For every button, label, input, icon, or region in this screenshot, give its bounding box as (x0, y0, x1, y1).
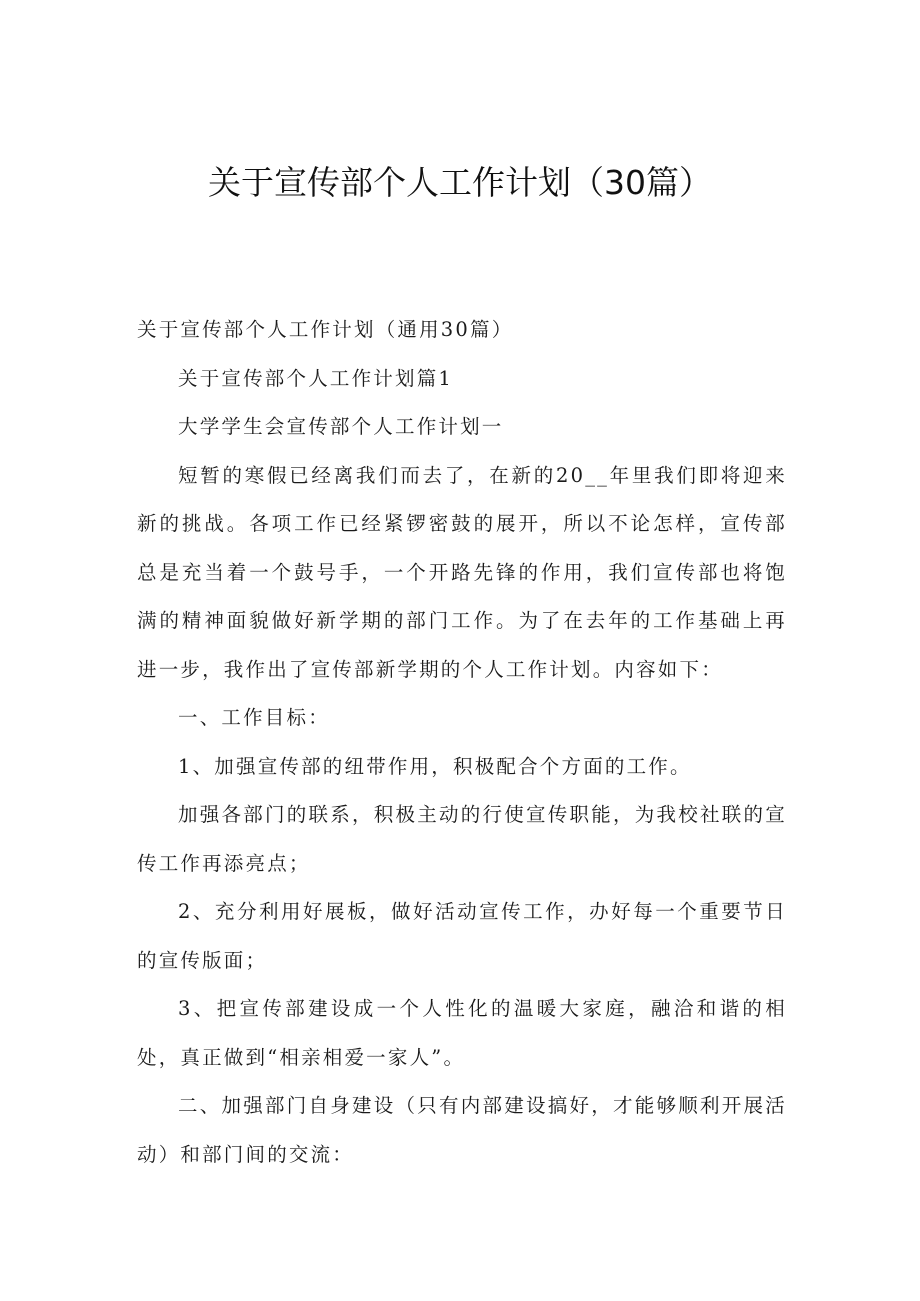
paragraph: 关于宣传部个人工作计划（通用30篇） (137, 318, 514, 341)
document-body (137, 306, 787, 1179)
paragraph: 关于宣传部个人工作计划篇1 (178, 366, 454, 390)
paragraph: 大学学生会宣传部个人工作计划一 (178, 415, 504, 438)
paragraph: 加强各部门的联系，积极主动的行使宣传职能，为我校社联的宣传工作再添亮点； (137, 803, 787, 875)
paragraph: 1、加强宣传部的纽带作用，积极配合个方面的工作。 (178, 754, 692, 778)
document-title: 关于宣传部个人工作计划（30篇） (208, 163, 712, 202)
paragraph: 3、把宣传部建设成一个人性化的温暖大家庭，融洽和谐的相处，真正做到“相亲相爱一家人”。 (137, 997, 787, 1069)
paragraph: 二、加强部门自身建设（只有内部建设搞好，才能够顺利开展活动）和部门间的交流： (137, 1094, 787, 1166)
paragraph: 2、充分利用好展板，做好活动宣传工作，办好每一个重要节日的宣传版面； (137, 900, 787, 972)
paragraph: 一、工作目标： (178, 706, 330, 729)
paragraph: 短暂的寒假已经离我们而去了，在新的20__年里我们即将迎来新的挑战。各项工作已经紧锣密鼓的展开，所以不论怎样，宣传部总是充当着一个鼓号手，一个开路先锋的作用，我们宣传部也将饱满的精神面貌做好新学期的部门工作。为了在去年的工作基础上再进一步，我作出了宣传部新学期的个人工作计划。内容如下： (137, 463, 787, 681)
